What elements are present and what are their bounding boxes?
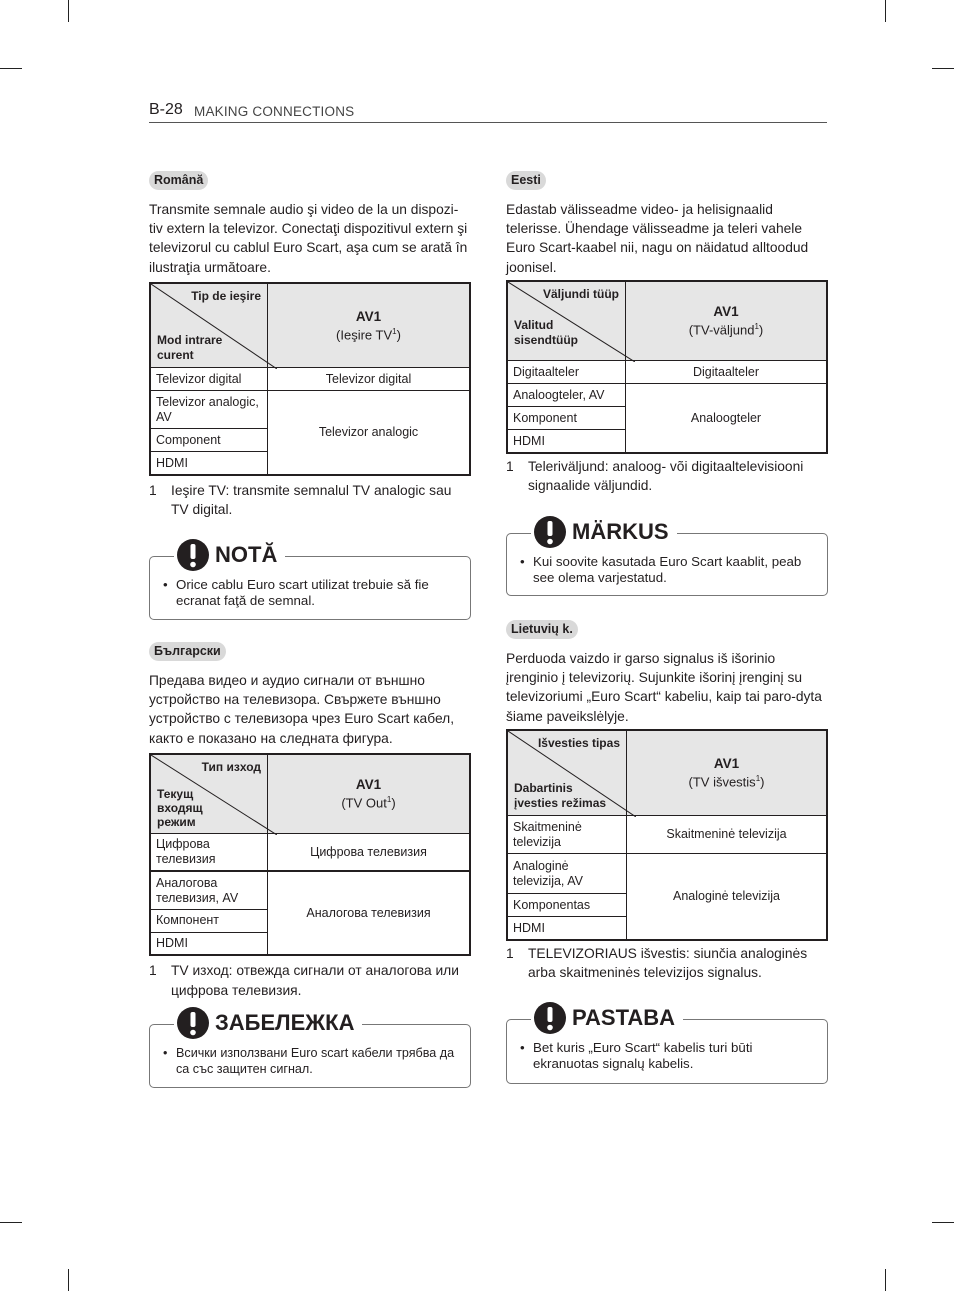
page-header [149, 101, 827, 123]
table-corner-header [507, 281, 626, 361]
connection-table [149, 753, 471, 957]
table-row: Цифрова телевизия [150, 834, 268, 872]
exclamation-icon [533, 515, 567, 549]
output-type-label: Väljundi tüüp [543, 286, 619, 301]
av1-header [627, 730, 828, 816]
av1-close: ) [391, 795, 396, 811]
note-bullet: • Bet kuris „Euro Scart“ kabelis turi būti ekranuotas signalų kabelis. [520, 1040, 753, 1071]
table-row: HDMI [507, 917, 627, 940]
connection-table [506, 280, 828, 454]
table-row: Televizor analogic, AV [150, 391, 268, 429]
note-title [174, 538, 285, 572]
table-row: HDMI [150, 452, 268, 475]
note-title [174, 1006, 362, 1040]
crop-mark [68, 1269, 69, 1291]
crop-mark [932, 1222, 954, 1223]
input-mode-label: Dabartinis įvesties režimas [514, 781, 607, 811]
note-label: PASTABA [572, 1005, 676, 1030]
output-cell: Цифрова телевизия [268, 834, 471, 872]
note-box [149, 1010, 471, 1088]
av1-label: AV1 [713, 304, 739, 320]
note-text: Bet kuris „Euro Scart“ kabelis turi būti ekranuotas signalų kabelis. [533, 1040, 753, 1071]
footnote-number: 1 [149, 482, 157, 498]
note-title [531, 1001, 683, 1035]
note-label: NOTĂ [215, 542, 278, 567]
footnote-number: 1 [506, 945, 514, 961]
exclamation-icon [533, 1001, 567, 1035]
table-corner-header [150, 283, 268, 368]
language-badge: Eesti [506, 171, 546, 190]
av1-header [268, 283, 471, 368]
table-corner-header [507, 730, 627, 816]
crop-mark [885, 0, 886, 22]
section-romana [149, 171, 471, 519]
note-box [506, 1005, 828, 1084]
exclamation-icon [176, 1006, 210, 1040]
footnote-marker: 1 [386, 795, 392, 805]
output-cell: Skaitmeninė televizija [627, 816, 828, 854]
output-cell: Analoginė televizija [627, 854, 828, 940]
table-row: Komponent [507, 407, 626, 430]
section-eesti [506, 171, 828, 495]
table-row: Component [150, 429, 268, 452]
footnote-text: TELEVIZORIAUS išvestis: siunčia analoginės arba skaitmeninės televizijos signalus. [528, 945, 808, 981]
av1-sub: (TV išvestis [688, 774, 756, 790]
output-type-label: Tip de ieşire [191, 288, 261, 303]
footnote-marker: 1 [754, 322, 759, 332]
footnote [149, 481, 471, 519]
footnote-marker: 1 [392, 326, 397, 336]
note-text: Kui soovite kasutada Euro Scart kaablit, peab see olema varjestatud. [533, 554, 802, 585]
table-row: Komponentas [507, 894, 627, 917]
note-label: ЗАБЕЛЕЖКА [215, 1010, 355, 1035]
section-text: Edastab välisseadme video- ja helisignaalid telerisse. Ühendage välisseadme ja teleri vahele Euro Scart-kaabel nii, nagu on näidatud alltoodud joonisel. [506, 202, 809, 275]
table-row: Аналогова телевизия, AV [150, 871, 268, 909]
note-bullet: • Orice cablu Euro scart utilizat trebuie să fie ecranat faţă de semnal. [163, 577, 429, 608]
output-cell: Analoogteler [626, 384, 828, 453]
output-type-label: Тип изход [201, 759, 261, 774]
note-title [531, 515, 677, 549]
crop-mark [885, 1269, 886, 1291]
section-text: Предава видео и аудио сигнали от външно устройство на телевизора. Свържете външно устройство с телевизора чрез Euro Scart кабел, както е показано на следната фигура. [149, 673, 455, 746]
table-row: Skaitmeninė televizija [507, 816, 627, 854]
output-type-label: Išvesties tipas [537, 735, 620, 750]
table-corner-header [150, 754, 268, 834]
footnote [506, 944, 828, 982]
table-row: Analoginė televizija, AV [507, 854, 627, 894]
footnote [149, 961, 471, 999]
output-cell: Digitaalteler [626, 361, 828, 384]
av1-header [626, 281, 828, 361]
av1-header [268, 754, 471, 834]
table-row: Analoogteler, AV [507, 384, 626, 407]
footnote-number: 1 [506, 458, 514, 474]
section-bulgarski [149, 642, 471, 1000]
footnote-marker: 1 [755, 774, 761, 784]
av1-close: ) [758, 322, 764, 338]
section-text: Perduoda vaizdo ir garso signalus iš išorinio įrenginio į televizorių. Sujunkite išorinį įrenginį su televizoriumi „Euro Scart“ kabeliu, kaip tai paro-dyta šiame paveikslėlyje. [506, 651, 822, 724]
crop-mark [0, 1222, 22, 1223]
table-row: HDMI [507, 430, 626, 453]
output-cell: Televizor analogic [268, 391, 471, 475]
output-cell: Televizor digital [268, 368, 471, 391]
footnote [506, 457, 828, 495]
section-title: MAKING CONNECTIONS [194, 104, 355, 119]
language-badge: Română [149, 171, 208, 190]
input-mode-label: Mod intrare curent [157, 333, 223, 363]
footnote-number: 1 [149, 963, 157, 979]
av1-label: AV1 [713, 756, 740, 772]
connection-table [506, 729, 828, 941]
input-mode-label: Текущ входящ режим [157, 787, 203, 830]
section-text: Transmite semnale audio şi video de la un dispozi-tiv extern la televizor. Conectaţi dispozitivul extern şi televizorul cu cablul Euro Scart, aşa cum se arată în ilustraţia următoare. [149, 202, 468, 275]
table-row: Компонент [150, 909, 268, 932]
av1-label: AV1 [355, 308, 382, 324]
language-badge: Български [149, 642, 226, 661]
section-lietuviu [506, 620, 828, 982]
footnote-text: TV изход: отвежда сигнали от аналогова или цифрова телевизия. [171, 963, 459, 998]
table-row: Televizor digital [150, 368, 268, 391]
note-bullet: • Всички използвани Euro scart кабели трябва да са със защитен сигнал. [163, 1046, 455, 1076]
footnote-text: Teleriväljund: analoog- või digitaaltelevisiooni signaalide väljundid. [528, 458, 804, 494]
note-box [149, 542, 471, 620]
note-text: Orice cablu Euro scart utilizat trebuie să fie ecranat faţă de semnal. [176, 577, 429, 608]
av1-sub: (Ieşire TV [336, 327, 393, 343]
connection-table [149, 282, 471, 476]
input-mode-label: Valitud sisendtüüp [514, 318, 579, 348]
crop-mark [68, 0, 69, 22]
table-row: HDMI [150, 932, 268, 955]
av1-close: ) [760, 774, 765, 790]
crop-mark [0, 68, 22, 69]
table-row: Digitaalteler [507, 361, 626, 384]
note-label: MÄRKUS [572, 519, 669, 544]
footnote-text: Ieşire TV: transmite semnalul TV analogic sau TV digital. [171, 482, 452, 518]
av1-close: ) [396, 327, 401, 343]
note-box [506, 519, 828, 596]
crop-mark [932, 68, 954, 69]
av1-sub: (TV-väljund [688, 322, 755, 338]
note-text: Всички използвани Euro scart кабели трябва да са със защитен сигнал. [176, 1046, 455, 1076]
language-badge: Lietuvių k. [506, 620, 578, 639]
output-cell: Аналогова телевизия [268, 871, 471, 955]
av1-sub: (TV Out [341, 795, 387, 811]
page-number: B-28 [149, 101, 183, 118]
exclamation-icon [176, 538, 210, 572]
av1-label: AV1 [355, 777, 382, 793]
note-bullet: • Kui soovite kasutada Euro Scart kaablit, peab see olema varjestatud. [520, 554, 802, 585]
